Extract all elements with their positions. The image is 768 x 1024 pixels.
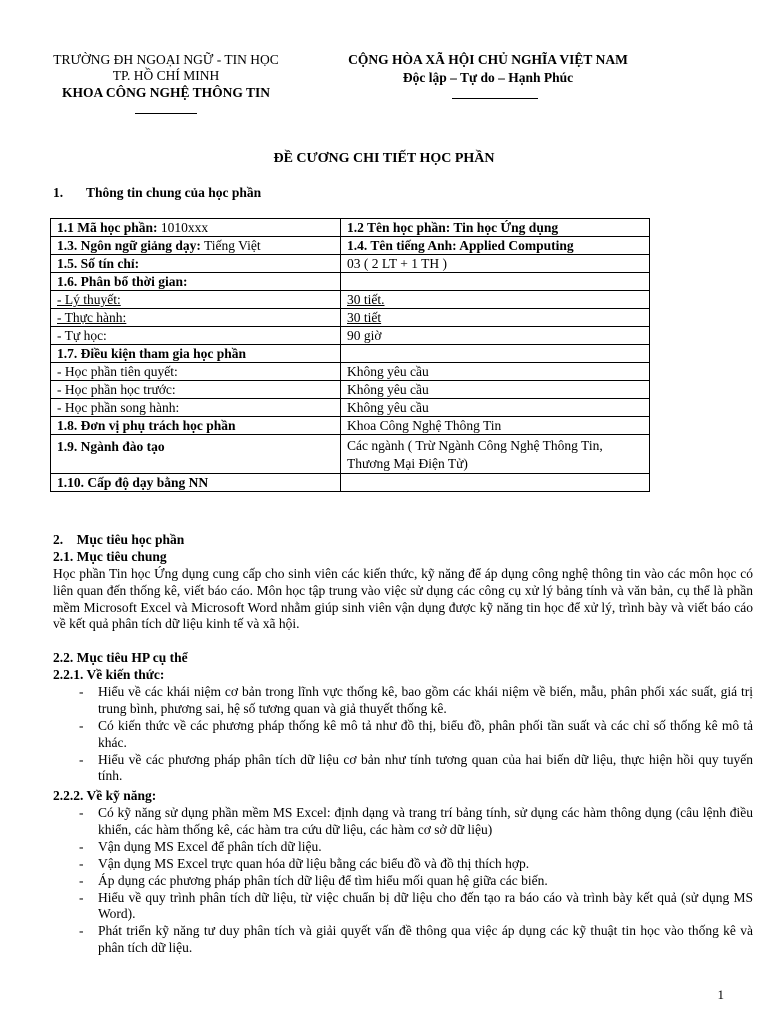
table-row: [51, 291, 650, 309]
table-cell-label: [51, 363, 341, 381]
section-1-number: 1.: [53, 185, 64, 200]
university-name: TRƯỜNG ĐH NGOẠI NGỮ - TIN HỌC: [53, 52, 279, 67]
table-cell-value: [341, 363, 650, 381]
table-row: [51, 417, 650, 435]
section-2: [53, 532, 753, 957]
label-text: - Học phần tiên quyết:: [57, 364, 178, 379]
university-city: TP. HỒ CHÍ MINH: [112, 67, 220, 83]
table-cell-value: [341, 273, 650, 291]
table-row: [51, 474, 650, 492]
table-row: [51, 237, 650, 255]
value-text: 30 tiết: [347, 310, 382, 325]
value-text: Không yêu cầu: [347, 400, 429, 415]
label-text: Tiếng Việt: [200, 238, 261, 253]
table-row: [51, 399, 650, 417]
value-bold: 1.4. Tên tiếng Anh: Applied Computing: [347, 238, 574, 253]
value-bold: 1.2 Tên học phần: Tin học Ứng dụng: [347, 220, 559, 235]
table-row: [51, 363, 650, 381]
table-cell-label: [51, 291, 341, 309]
table-row: [51, 219, 650, 237]
knowledge-list: [53, 684, 753, 785]
list-item: - Hiểu về quy trình phân tích dữ liệu, từ việc chuẩn bị dữ liệu cho đến tạo ra báo cáo và trình bày kết quả (sử dụng MS Word).: [53, 890, 753, 924]
section-2-heading: 2. Mục tiêu học phần: [53, 532, 185, 547]
specific-objective-heading: 2.2. Mục tiêu HP cụ thể: [53, 650, 188, 666]
table-cell-label: [51, 273, 341, 291]
label-text: 1010xxx: [157, 220, 209, 235]
table-cell-label: [51, 417, 341, 435]
value-text: 90 giờ: [347, 328, 382, 343]
label-bold: 1.5. Số tín chỉ:: [57, 256, 140, 271]
table-cell-label: [51, 345, 341, 363]
label-text: - Tự học:: [57, 328, 107, 343]
label-text: - Học phần học trước:: [57, 382, 176, 397]
table-cell-value: [341, 399, 650, 417]
label-bold: 1.10. Cấp độ dạy bằng NN: [57, 475, 209, 490]
faculty-name: KHOA CÔNG NGHỆ THÔNG TIN: [61, 84, 271, 100]
course-info-table: [50, 218, 650, 492]
value-text: Khoa Công Nghệ Thông Tin: [347, 418, 502, 433]
label-text: - Thực hành:: [57, 310, 127, 325]
table-cell-value: [341, 474, 650, 492]
list-item: - Vận dụng MS Excel để phân tích dữ liệu.: [53, 839, 753, 856]
national-header: [318, 52, 658, 104]
label-bold: 1.8. Đơn vị phụ trách học phần: [57, 418, 236, 433]
list-item: - Hiểu về các khái niệm cơ bản trong lĩnh vực thống kê, bao gồm các khái niệm về biến, mẫu, phân phối xác suất, giá trị trung bình, phương sai, hệ số tương quan và giả thuyết thống kê.: [53, 684, 753, 718]
value-text: Các ngành ( Trừ Ngành Công Nghệ Thông Tin, Thương Mại Điện Tử): [347, 438, 603, 471]
table-cell-value: [341, 417, 650, 435]
table-cell-value: [341, 435, 650, 474]
page-number: 1: [717, 987, 724, 1002]
header-right-rule: [452, 98, 538, 99]
list-item: - Vận dụng MS Excel trực quan hóa dữ liệu bằng các biểu đồ và đồ thị thích hợp.: [53, 856, 753, 873]
table-cell-value: [341, 219, 650, 237]
label-text: - Lý thuyết:: [57, 292, 121, 307]
table-cell-label: [51, 255, 341, 273]
table-cell-label: [51, 327, 341, 345]
skills-heading: 2.2.2. Về kỹ năng:: [53, 788, 157, 804]
knowledge-heading: 2.2.1. Về kiến thức:: [53, 667, 165, 683]
value-text: Không yêu cầu: [347, 364, 429, 379]
national-motto: Độc lập – Tự do – Hạnh Phúc: [402, 69, 574, 85]
table-cell-label: [51, 309, 341, 327]
table-row: [51, 327, 650, 345]
table-cell-label: [51, 381, 341, 399]
section-1-label: Thông tin chung của học phần: [86, 185, 262, 200]
table-cell-value: [341, 309, 650, 327]
table-cell-value: [341, 237, 650, 255]
table-row: [51, 345, 650, 363]
value-text: 03 ( 2 LT + 1 TH ): [347, 256, 447, 271]
header-left-rule: [135, 113, 197, 114]
table-cell-label: [51, 435, 341, 474]
list-item: - Phát triển kỹ năng tư duy phân tích và giải quyết vấn đề thông qua việc áp dụng các kỹ thuật tin học vào thống kê và phân tích dữ liệu.: [53, 923, 753, 957]
label-bold: 1.6. Phân bổ thời gian:: [57, 274, 188, 289]
national-title: CỘNG HÒA XÃ HỘI CHỦ NGHĨA VIỆT NAM: [348, 52, 628, 67]
table-cell-label: [51, 219, 341, 237]
label-bold: 1.7. Điều kiện tham gia học phần: [57, 346, 247, 361]
table-cell-value: [341, 345, 650, 363]
document-title: ĐỀ CƯƠNG CHI TIẾT HỌC PHẦN: [273, 151, 495, 166]
table-row: [51, 381, 650, 399]
university-header: [25, 52, 307, 119]
table-cell-value: [341, 327, 650, 345]
general-objective-text: Học phần Tin học Ứng dụng cung cấp cho sinh viên các kiến thức, kỹ năng để áp dụng công nghệ thông tin vào các môn học có liên quan đến thống kê, viết báo cáo. Môn học tập trung vào việc sử dụng các công cụ xử lý bảng tính và văn bản, cụ thể là phần mềm Microsoft Excel và Microsoft Word nhằm giúp sinh viên vận dụng được kỹ năng tin học để xử lý, trình bày và viết báo cáo về kết quả phân tích dữ liệu kinh tế và xã hội.: [53, 565, 753, 632]
table-row: [51, 273, 650, 291]
label-bold: 1.9. Ngành đào tạo: [57, 439, 165, 454]
table-cell-label: [51, 399, 341, 417]
table-cell-value: [341, 291, 650, 309]
list-item: - Áp dụng các phương pháp phân tích dữ liệu để tìm hiểu mối quan hệ giữa các biến.: [53, 873, 753, 890]
table-row: [51, 255, 650, 273]
table-cell-value: [341, 255, 650, 273]
label-text: - Học phần song hành:: [57, 400, 180, 415]
general-objective-heading: 2.1. Mục tiêu chung: [53, 548, 167, 564]
table-cell-label: [51, 237, 341, 255]
table-cell-value: [341, 381, 650, 399]
list-item: - Có kiến thức về các phương pháp thống kê mô tả như đồ thị, biểu đồ, phân phối tần suất và các chỉ số thống kê mô tả khác.: [53, 718, 753, 752]
value-text: 30 tiết.: [347, 292, 385, 307]
list-item: - Hiểu về các phương pháp phân tích dữ liệu cơ bản như tính tương quan của hai biến dữ liệu, thực hiện hồi quy tuyến tính.: [53, 752, 753, 786]
list-item: - Có kỹ năng sử dụng phần mềm MS Excel: định dạng và trang trí bảng tính, sử dụng các hàm thông dụng (câu lệnh điều khiển, các hàm thống kê, các hàm tra cứu dữ liệu, các hàm cơ sở dữ liệu): [53, 805, 753, 839]
value-text: Không yêu cầu: [347, 382, 429, 397]
label-bold: 1.3. Ngôn ngữ giảng dạy:: [57, 238, 201, 253]
label-bold: 1.1 Mã học phần:: [57, 220, 158, 235]
section-1-heading: [53, 185, 261, 202]
skills-list: [53, 805, 753, 957]
table-cell-label: [51, 474, 341, 492]
table-row: [51, 309, 650, 327]
table-row: [51, 435, 650, 474]
